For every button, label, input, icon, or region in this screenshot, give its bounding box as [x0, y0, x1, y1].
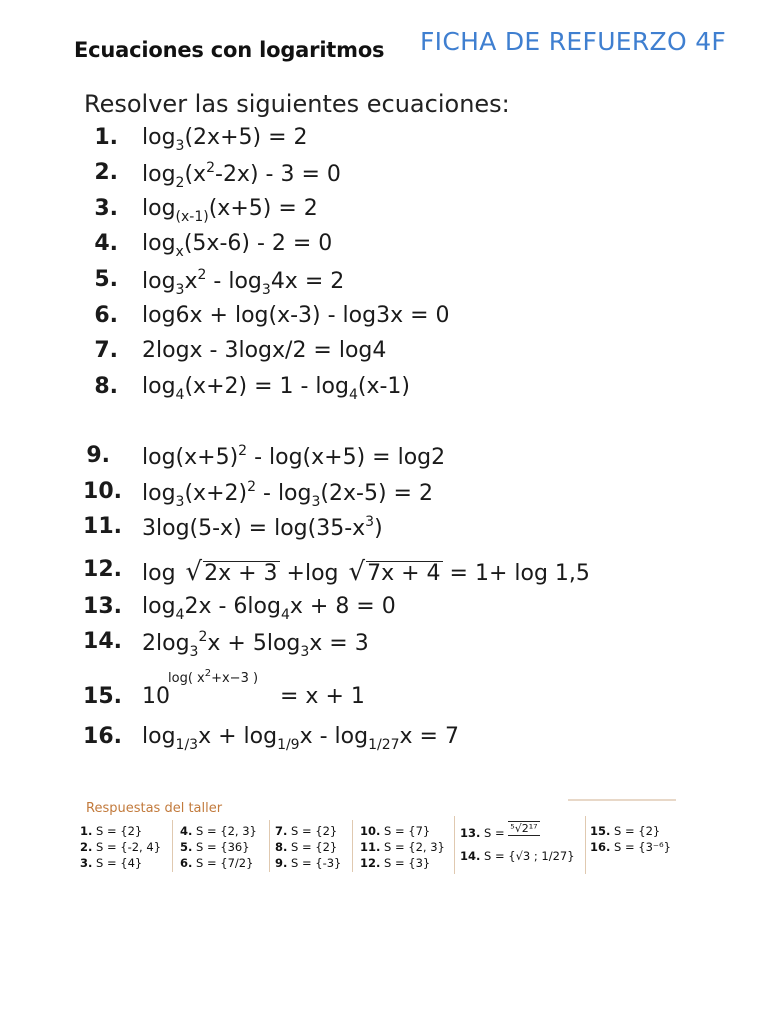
divider	[568, 799, 676, 801]
answer-item: 13. S = ⁵√2¹⁷	[460, 822, 538, 840]
equation-number: 12.	[83, 557, 122, 582]
equation-number: 14.	[83, 629, 122, 654]
equation-number: 15.	[83, 684, 122, 709]
equation-number: 16.	[83, 724, 122, 749]
equation-12	[0, 557, 768, 591]
answer-item: 12. S = {3}	[360, 856, 431, 870]
answer-13-root: ⁵√2¹⁷	[510, 822, 538, 835]
equation-10	[0, 479, 768, 513]
divider	[172, 820, 173, 872]
answer-item: 10. S = {7}	[360, 824, 431, 838]
equation-number: 9.	[86, 443, 110, 468]
equation-number: 4.	[94, 231, 118, 256]
equation-number: 5.	[94, 267, 118, 292]
equation-9	[0, 443, 768, 477]
answer-item: 15. S = {2}	[590, 824, 661, 838]
answer-item: 2. S = {-2, 4}	[80, 840, 162, 854]
equation-number: 10.	[83, 479, 122, 504]
equation-2	[0, 160, 768, 194]
answer-item: 9. S = {-3}	[275, 856, 342, 870]
answer-item: 16. S = {3⁻⁶}	[590, 840, 671, 854]
equation-expression: $\log_x(5x-6) - 2 = 0$	[142, 231, 333, 260]
answer-item: 14. S = {√3 ; 1/27}	[460, 849, 575, 863]
equation-expression: $3\log(5-x) = \log(35-x^3)$	[142, 514, 383, 541]
equation-expression: $\log_3(2x+5) = 2$	[142, 125, 308, 154]
equation-expression: $2\log_3^2x + 5\log_3x = 3$	[142, 629, 369, 660]
answers-title: Respuestas del taller	[86, 801, 223, 816]
sheet-label: FICHA DE REFUERZO 4F	[420, 27, 727, 56]
equation-expression: $\log_3x^2 - \log_34x = 2$	[142, 267, 345, 298]
answer-item: 5. S = {36}	[180, 840, 250, 854]
equation-expression: log √2x + 3 +log √7x + 4 = 1+ log 1,5	[142, 557, 590, 587]
divider	[269, 820, 270, 872]
equation-expression: $\log_{1/3}x + \log_{1/9}x - \log_{1/27}x = 7$	[142, 724, 459, 753]
divider	[454, 816, 455, 874]
equation-13	[0, 594, 768, 628]
equation-number: 7.	[94, 338, 118, 363]
equation-number: 13.	[83, 594, 122, 619]
equation-6	[0, 303, 768, 337]
equation-15	[0, 668, 768, 718]
equation-expression: $\log_3(x+2)^2 - \log_3(2x-5) = 2$	[142, 479, 433, 510]
answer-item: 6. S = {7/2}	[180, 856, 254, 870]
divider	[585, 816, 586, 874]
equation-14	[0, 629, 768, 663]
equation-16	[0, 724, 768, 758]
answer-item: 4. S = {2, 3}	[180, 824, 257, 838]
equation-4	[0, 231, 768, 265]
instruction: Resolver las siguientes ecuaciones:	[84, 90, 510, 118]
equation-number: 8.	[94, 374, 118, 399]
equation-5	[0, 267, 768, 301]
answer-item: 8. S = {2}	[275, 840, 338, 854]
equation-number: 2.	[94, 160, 118, 185]
equation-expression: 10 log( $x^2+x-3$ ) = x + 1	[142, 668, 365, 709]
equation-expression: $\log_4(x+2) = 1 - \log_4(x-1)$	[142, 374, 411, 403]
answer-item: 11. S = {2, 3}	[360, 840, 445, 854]
equation-number: 11.	[83, 514, 122, 539]
equation-number: 1.	[94, 125, 118, 150]
equation-1	[0, 125, 768, 159]
equation-number: 3.	[94, 196, 118, 221]
equation-expression: $\log_2(x^2-2x) - 3 = 0$	[142, 160, 341, 191]
equation-3	[0, 196, 768, 230]
equation-expression: $\log_{(x-1)}(x+5) = 2$	[142, 196, 318, 225]
page-title: Ecuaciones con logaritmos	[74, 38, 385, 62]
answer-item: 3. S = {4}	[80, 856, 143, 870]
equation-expression: log6x + log(x-3) - log3x = 0	[142, 303, 450, 328]
answer-item: 7. S = {2}	[275, 824, 338, 838]
answer-item: 1. S = {2}	[80, 824, 143, 838]
equation-expression: $\log(x+5)^2 - \log(x+5) = \log 2$	[142, 443, 446, 470]
equation-8	[0, 374, 768, 408]
divider	[352, 820, 353, 872]
equation-number: 6.	[94, 303, 118, 328]
equation-7	[0, 338, 768, 372]
equation-11	[0, 514, 768, 548]
equation-expression: $\log_42x - 6\log_4x + 8 = 0$	[142, 594, 396, 623]
equation-expression: 2logx - 3logx/2 = log4	[142, 338, 387, 363]
